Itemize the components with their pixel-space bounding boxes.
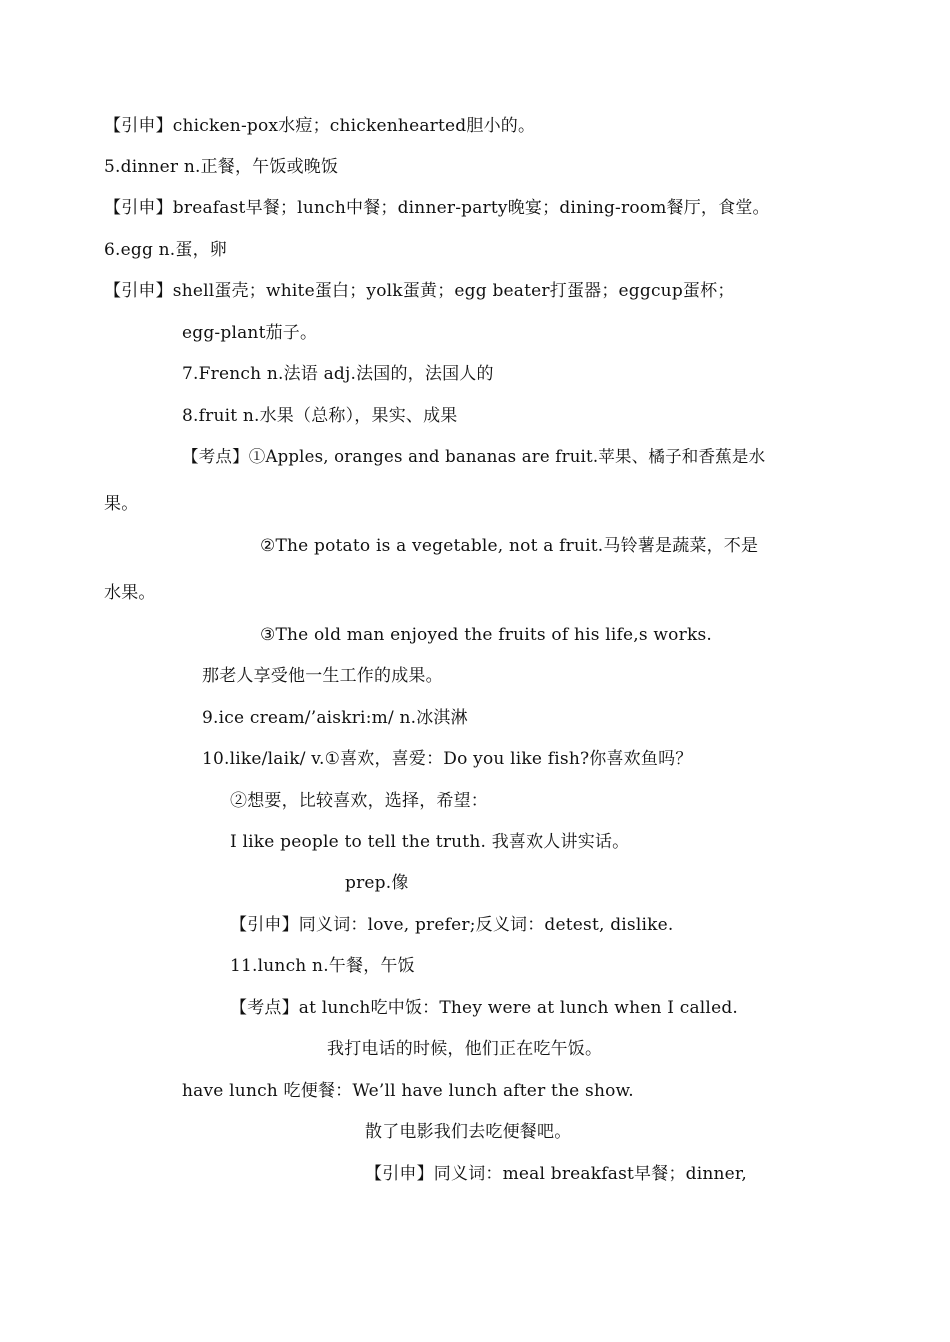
text-line-26: 【引申】同义词：meal breakfast早餐；dinner,	[365, 1164, 747, 1184]
text-line-8: 8.fruit n.水果（总称），果实、成果	[182, 406, 458, 426]
text-line-5: 【引申】shell蛋壳；white蛋白；yolk蛋黄；egg beater打蛋器；eggcup蛋杯；	[104, 281, 735, 301]
text-line-24: have lunch 吃便餐：We’ll have lunch after the show.	[182, 1081, 634, 1101]
text-line-11: ②The potato is a vegetable, not a fruit.马铃薯是蔬菜，不是	[260, 536, 759, 556]
text-line-6: egg-plant茄子。	[182, 323, 318, 343]
text-line-9: 【考点】①Apples, oranges and bananas are fruit.苹果、橘子和香蕉是水	[182, 447, 766, 466]
text-line-22: 【考点】at lunch吃中饭：They were at lunch when I called.	[230, 998, 739, 1018]
text-line-23: 我打电话的时候，他们正在吃午饭。	[327, 1039, 603, 1059]
text-line-16: 10.like/laik/ v.①喜欢，喜爱：Do you like fish?你喜欢鱼吗？	[202, 749, 693, 769]
text-line-7: 7.French n.法语 adj.法国的，法国人的	[182, 364, 494, 384]
text-line-10: 果。	[104, 494, 139, 514]
text-line-18: I like people to tell the truth. 我喜欢人讲实话。	[230, 832, 630, 852]
text-line-20: 【引申】同义词：love, prefer;反义词：detest, dislike.	[230, 915, 674, 935]
text-line-21: 11.lunch n.午餐，午饭	[230, 956, 415, 976]
text-line-25: 散了电影我们去吃便餐吧。	[365, 1122, 572, 1142]
text-line-13: ③The old man enjoyed the fruits of his life,s works.	[260, 625, 712, 645]
text-line-2: 5.dinner n.正餐，午饭或晚饭	[104, 157, 339, 177]
text-line-1: 【引申】chicken-pox水痘；chickenhearted胆小的。	[104, 116, 536, 136]
text-line-12: 水果。	[104, 583, 156, 603]
text-line-3: 【引申】breafast早餐；lunch中餐；dinner-party晚宴；dining-room餐厅，食堂。	[104, 198, 770, 218]
text-line-15: 9.ice cream/’aiskri:m/ n.冰淇淋	[202, 708, 468, 728]
text-line-17: ②想要，比较喜欢，选择，希望：	[230, 791, 488, 811]
text-line-4: 6.egg n.蛋，卵	[104, 240, 228, 260]
text-line-19: prep.像	[345, 873, 409, 893]
text-line-14: 那老人享受他一生工作的成果。	[202, 666, 443, 686]
